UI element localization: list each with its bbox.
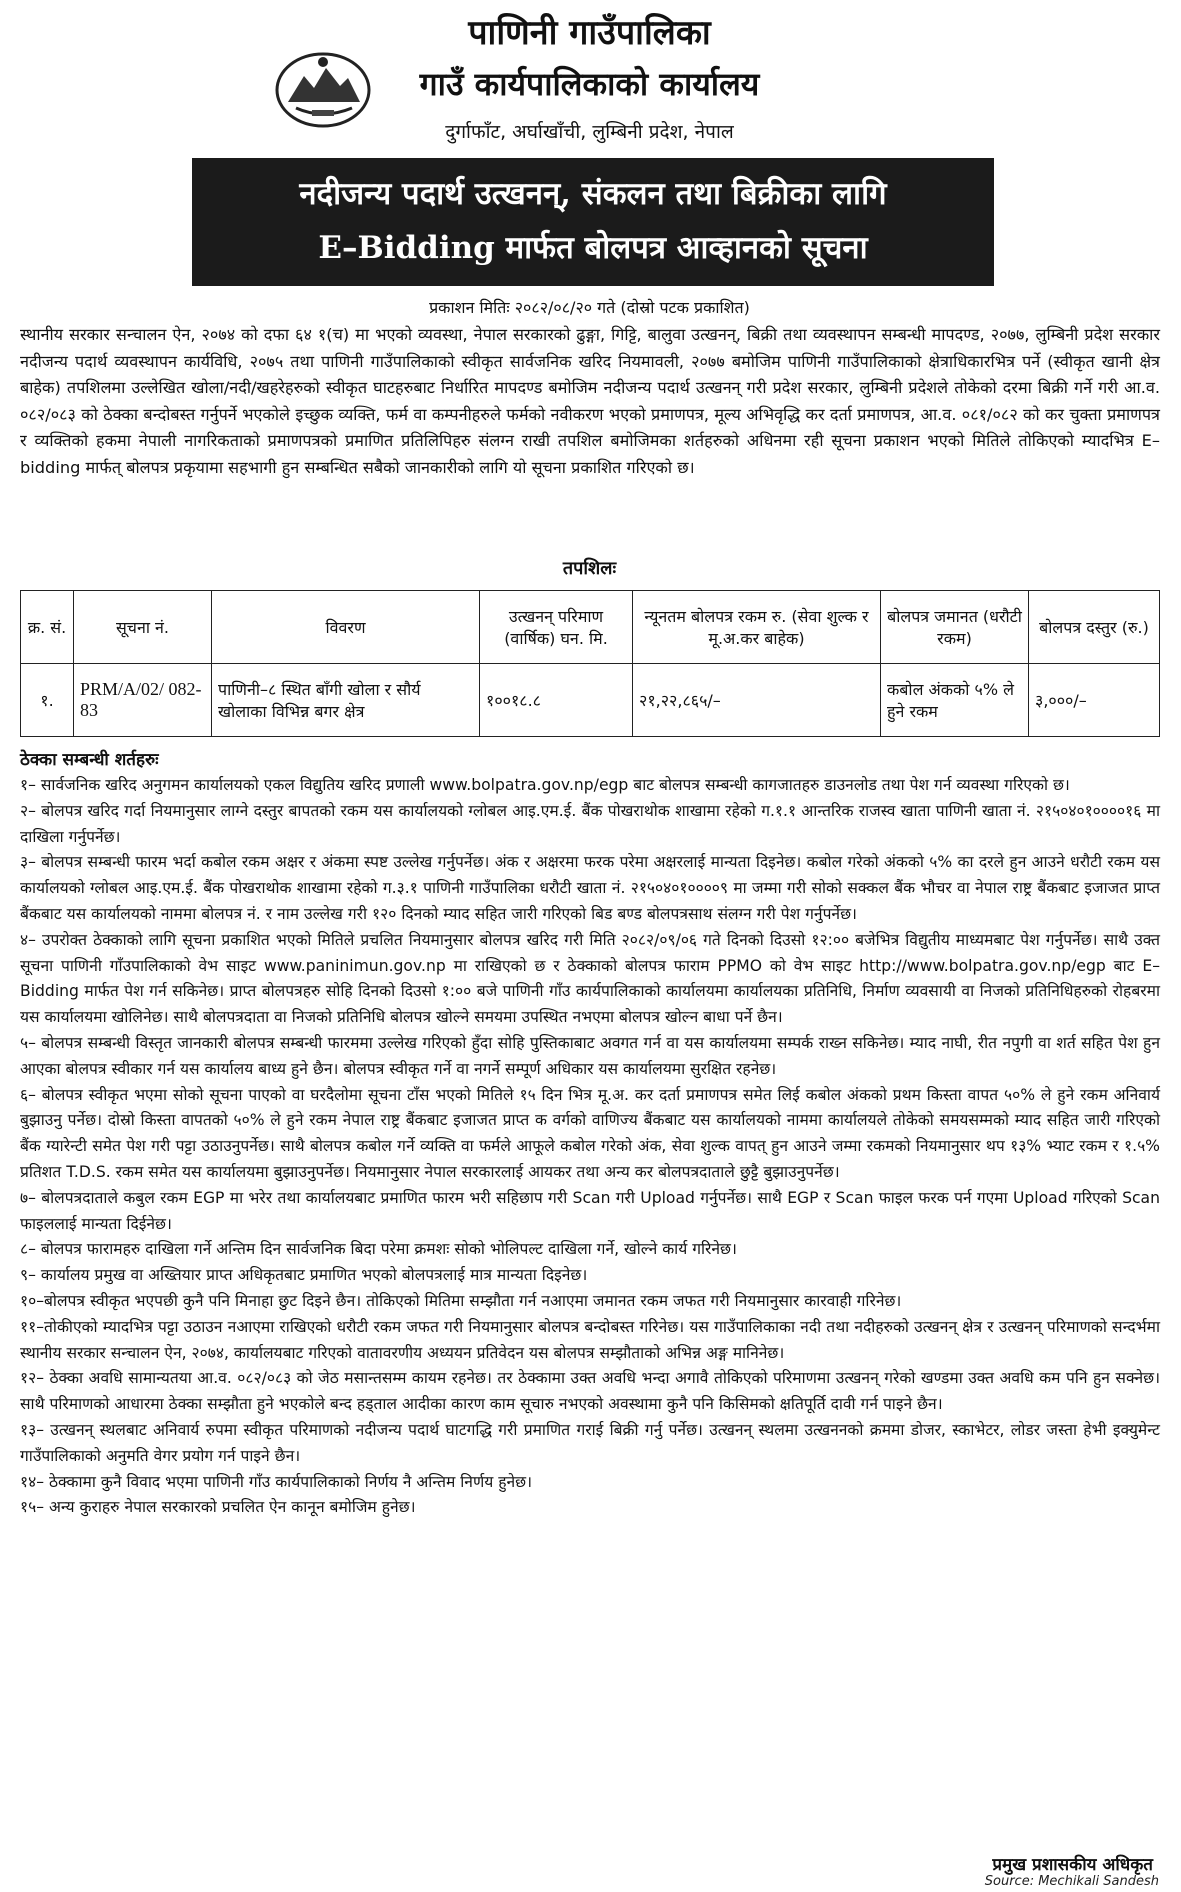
intro-paragraph: स्थानीय सरकार सन्चालन ऐन, २०७४ को दफा ६४ १(च) मा भएको व्यवस्था, नेपाल सरकारको ढुङ्गा, गिट्टि, बालुवा उत्खनन्, बिक्री तथा व्यवस्थापन सम्बन्धी मापदण्ड, २०७७, लुम्बिनी प्रदेश सरकार नदीजन्य पदार्थ व्यवस्थापन कार्यविधि, २०७५ तथा पाणिनी गाउँपालिकाको स्वीकृत सार्वजनिक खरिद नियमावली, २०७७ बमोजिम पाणिनी गाउँपालिकाको क्षेत्राधिकारभित्र पर्ने (स्वीकृत खानी क्षेत्र बाहेक) तपशिलमा उल्लेखित खोला/नदी/खहरेहरुको स्वीकृत घाटहरुबाट निर्धारित मापदण्ड बमोजिम नदीजन्य पदार्थ उत्खनन् गरी प्रदेश सरकार, लुम्बिनी प्रदेशले तोकेको दरमा बिक्री गर्ने गरी आ.व. ०८२/०८३ को ठेक्का बन्दोबस्त गर्नुपर्ने भएकोले इच्छुक व्यक्ति, फर्म वा कम्पनीहरुले फर्मको नवीकरण भएको प्रमाणपत्र, मूल्य अभिवृद्धि कर दर्ता प्रमाणपत्र, आ.व. ०८१/०८२ को कर चुक्ता प्रमाणपत्र र व्यक्तिको हकमा नेपाली नागरिकताको प्रमाणपत्रको प्रमाणित प्रतिलिपिहरु संलग्न राखी तपशिल बमोजिमका शर्तहरुको अधिनमा रही सूचना प्रकाशन भएको मितिले तोकिएको म्यादभित्र E–bidding मार्फत् बोलपत्र प्रकृयामा सहभागी हुन सम्बन्धित सबैको जानकारीको लागि यो सूचना प्रकाशित गरिएको छ। — [20, 325, 1160, 477]
condition-item: १– सार्वजनिक खरिद अनुगमन कार्यालयको एकल विद्युतिय खरिद प्रणाली www.bolpatra.gov.np/egp बाट बोलपत्र सम्बन्धी कागजातहरु डाउनलोड तथा पेश गर्न व्यवस्था गरिएको छ। — [20, 776, 1070, 794]
title-line-1: नदीजन्य पदार्थ उत्खनन्, संकलन तथा बिक्रीका लागि — [299, 176, 887, 212]
conditions-heading: ठेक्का सम्बन्धी शर्तहरुः — [20, 750, 159, 770]
col-header-notice-no: सूचना नं. — [74, 591, 212, 664]
cell-min-bid: २१,२२,८६५/– — [633, 664, 881, 737]
condition-item: ४– उपरोक्त ठेक्काको लागि सूचना प्रकाशित भएको मितिले प्रचलित नियमानुसार बोलपत्र खरिद गरी मिति २०८२/०९/०६ गते दिनको दिउसो १२:०० बजेभित्र विद्युतीय माध्यमबाट पेश गर्नुपर्नेछ। साथै उक्त सूचना पाणिनी गाँउपालिकाको वेभ साइट www.paninimun.gov.np मा राखिएको छ र ठेक्काको बोलपत्र फाराम PPMO को वेभ साइट http://www.bolpatra.gov.np/egp बाट E–Bidding मार्फत पेश गर्न सकिनेछ। प्राप्त बोलपत्रहरु सोहि दिनको दिउसो १:०० बजे पाणिनी गाँउ कार्यपालिकाको कार्यालयमा कार्यालयका प्रतिनिधि, निर्माण व्यवसायी वा निजको प्रतिनिधिहरुको रोहबरमा यस कार्यालयमा खोलिनेछ। साथै बोलपत्रदाता वा निजको प्रतिनिधि बोलपत्र खोल्ने समयमा उपस्थित नभएमा बोलपत्र खोल्न बाधा पर्ने छैन। — [20, 930, 1160, 1027]
notice-title-box — [192, 158, 994, 286]
bid-details-table — [20, 590, 1160, 737]
cell-notice-no: PRM/A/02/ 082-83 — [74, 664, 212, 737]
col-header-bid-bond: बोलपत्र जमानत (धरौटी रकम) — [881, 591, 1029, 664]
col-header-quantity: उत्खनन् परिमाण (वार्षिक) घन. मि. — [480, 591, 633, 664]
condition-item: ५– बोलपत्र सम्बन्धी विस्तृत जानकारी बोलपत्र सम्बन्धी फारममा उल्लेख गरिएको हुँदा सोहि पुस्तिकाबाट अवगत गर्न वा यस कार्यालयमा सम्पर्क राख्न सकिनेछ। म्याद नाघी, रीत नपुगी वा शर्त सहित पेश हुन आएका बोलपत्र स्वीकार गर्न यस कार्यालय बाध्य हुने छैन। बोलपत्र स्वीकृत गर्ने वा नगर्ने सम्पूर्ण अधिकार यस कार्यालयमा सुरक्षित रहनेछ। — [20, 1033, 1160, 1078]
table-row — [21, 664, 1160, 737]
condition-item: ११–तोकीएको म्यादभित्र पट्टा उठाउन नआएमा राखिएको धरौटी रकम जफत गरी नियमानुसार बोलपत्र बन्दोबस्त गरिनेछ। यस गाउँपालिकाका नदी तथा नदीहरुको उत्खनन् क्षेत्र र उत्खनन् परिमाणको सन्दर्भमा स्थानीय सरकार सन्चालन ऐन, २०७४, कार्यालयबाट गरिएको वातावरणीय अध्ययन प्रतिवेदन यस बोलपत्र सम्झौताको अभिन्न अङ्ग मानिनेछ। — [20, 1317, 1160, 1362]
tapsil-heading: तपशिलः — [562, 558, 617, 579]
condition-item: ७– बोलपत्रदाताले कबुल रकम EGP मा भरेर तथा कार्यालयबाट प्रमाणित फारम भरी सहिछाप गरी Scan गरी Upload गर्नुपर्नेछ। साथै EGP र Scan फाइल फरक पर्न गएमा Upload गरिएको Scan फाइललाई मान्यता दिईनेछ। — [20, 1188, 1160, 1233]
office-name: गाउँ कार्यपालिकाको कार्यालय — [419, 65, 760, 103]
condition-item: १३– उत्खनन् स्थलबाट अनिवार्य रुपमा स्वीकृत परिमाणको नदीजन्य पदार्थ घाटगद्धि गरी प्रमाणित गराई बिक्री गर्नु पर्नेछ। उत्खनन् स्थलमा उत्खननको क्रममा डोजर, स्काभेटर, लोडर जस्ता हेभी इक्युमेन्ट गाउँपालिकाको अनुमति वेगर प्रयोग गर्न पाइने छैन। — [20, 1420, 1160, 1465]
condition-item: ८– बोलपत्र फारामहरु दाखिला गर्ने अन्तिम दिन सार्वजनिक बिदा परेमा क्रमशः सोको भोलिपल्ट दाखिला गर्ने, खोल्ने कार्य गरिनेछ। — [20, 1240, 737, 1259]
col-header-min-bid: न्यूनतम बोलपत्र रकम रु. (सेवा शुल्क र मू.अ.कर बाहेक) — [633, 591, 881, 664]
publication-date: प्रकाशन मितिः २०८२/०८/२० गते (दोस्रो पटक प्रकाशित) — [429, 298, 750, 317]
col-header-fee: बोलपत्र दस्तुर (रु.) — [1029, 591, 1160, 664]
cell-quantity: १००१८.८ — [480, 664, 633, 737]
office-address: दुर्गाफाँट, अर्घाखाँची, लुम्बिनी प्रदेश, नेपाल — [445, 121, 734, 143]
header — [16, 0, 1163, 150]
condition-item: १५– अन्य कुराहरु नेपाल सरकारको प्रचलित ऐन कानून बमोजिम हुनेछ। — [20, 1498, 416, 1517]
conditions-list — [20, 773, 1160, 1521]
condition-item: २– बोलपत्र खरिद गर्दा नियमानुसार लाग्ने दस्तुर बापतको रकम यस कार्यालयको ग्लोबल आइ.एम.ई. बैंक पोखराथोक शाखामा रहेको ग.१.१ आन्तरिक राजस्व खाता पाणिनी खाता नं. २१५०४०१००००१६ मा दाखिला गर्नुपर्नेछ। — [20, 801, 1160, 846]
notice-page — [16, 0, 1163, 1892]
cell-bid-bond: कबोल अंकको ५% ले हुने रकम — [881, 664, 1029, 737]
signature-designation: प्रमुख प्रशासकीय अधिकृत — [992, 1855, 1153, 1875]
condition-item: ९– कार्यालय प्रमुख वा अख्तियार प्राप्त अधिकृतबाट प्रमाणित भएको बोलपत्रलाई मात्र मान्यता दिइनेछ। — [20, 1266, 588, 1285]
col-header-description: विवरण — [212, 591, 480, 664]
condition-item: ३– बोलपत्र सम्बन्धी फारम भर्दा कबोल रकम अक्षर र अंकमा स्पष्ट उल्लेख गर्नुपर्नेछ। अंक र अक्षरमा फरक परेमा अक्षरलाई मान्यता दिइनेछ। कबोल गरेको अंकको ५% का दरले हुन आउने धरौटी रकम यस कार्यालयको ग्लोबल आइ.एम.ई. बैंक पोखराथोक शाखामा रहेको ग.३.१ पाणिनी गाउँपालिका धरौटी खाता नं. २१५०४०१००००९ मा जम्मा गरी सोको सक्कल बैंक भौचर वा नेपाल राष्ट्र बैंकबाट इजाजत प्राप्त बैंकबाट यस कार्यालयको नाममा बोलपत्र नं. र नाम उल्लेख गरी १२० दिनको म्याद सहित जारी गरिएको बिड बण्ड बोलपत्रसाथ संलग्न गरी पेश गर्नुपर्नेछ। — [20, 853, 1160, 923]
condition-item: १४– ठेक्कामा कुनै विवाद भएमा पाणिनी गाँउ कार्यपालिकाको निर्णय नै अन्तिम निर्णय हुनेछ। — [20, 1472, 532, 1491]
source-credit: Source: Mechikali Sandesh — [984, 1874, 1159, 1889]
table-header-row — [21, 591, 1160, 664]
cell-description: पाणिनी–८ स्थित बाँगी खोला र सौर्य खोलाका विभिन्न बगर क्षेत्र — [212, 664, 480, 737]
condition-item: १०–बोलपत्र स्वीकृत भएपछी कुनै पनि मिनाहा छुट दिइने छैन। तोकिएको मितिमा सम्झौता गर्न नआएमा जमानत रकम जफत गरी नियमानुसार कारवाही गरिनेछ। — [20, 1291, 902, 1310]
condition-item: ६– बोलपत्र स्वीकृत भएमा सोको सूचना पाएको वा घरदैलोमा सूचना टाँस भएको मितिले १५ दिन भित्र मू.अ. कर दर्ता प्रमाणपत्र समेत लिई कबोल अंकको प्रथम किस्ता वापत ५०% ले हुने रकम अनिवार्य बुझाउनु पर्नेछ। दोस्रो किस्ता वापतको ५०% ले हुने रकम नेपाल राष्ट्र बैंकबाट इजाजत प्राप्त क वर्गको वाणिज्य बैंकबाट यस कार्यालयको नाममा कार्यालयले तोकेको समयसम्मको म्याद सहित जारी गरिएको बैंक ग्यारेन्टी समेत पेश गरी पट्टा उठाउनुपर्नेछ। साथै बोलपत्र कबोल गर्ने व्यक्ति वा फर्मले आफूले कबोल गरेको अंक, सेवा शुल्क वापत् हुन आउने जम्मा रकमको नियमानुसार थप १३% भ्याट रकम र १.५% प्रतिशत T.D.S. रकम समेत यस कार्यालयमा बुझाउनुपर्नेछ। नियमानुसार नेपाल सरकारलाई आयकर तथा अन्य कर बोलपत्रदाताले छुट्टै बुझाउनुपर्नेछ। — [20, 1085, 1160, 1181]
condition-item: १२– ठेक्का अवधि सामान्यतया आ.व. ०८२/०८३ को जेठ मसान्तसम्म कायम रहनेछ। तर ठेक्कामा उक्त अवधि भन्दा अगावै तोकिएको परिमाणमा उत्खनन् गरेको खण्डमा उक्त अवधि कम पनि हुन सक्नेछ। साथै परिमाणको आधारमा ठेक्का सम्झौता हुने भएकोले बन्द हड्ताल आदीका कारण काम सूचारु नभएको अवस्थामा कुनै पनि किसिमको क्षतिपूर्ति दावी गर्न पाइने छैन। — [20, 1369, 1160, 1414]
cell-fee: ३,०००/– — [1029, 664, 1160, 737]
cell-sn: १. — [21, 664, 74, 737]
col-header-sn: क्र. सं. — [21, 591, 74, 664]
org-name: पाणिनी गाउँपालिका — [468, 13, 711, 53]
title-line-2: E–Bidding मार्फत बोलपत्र आव्हानको सूचना — [318, 230, 868, 266]
